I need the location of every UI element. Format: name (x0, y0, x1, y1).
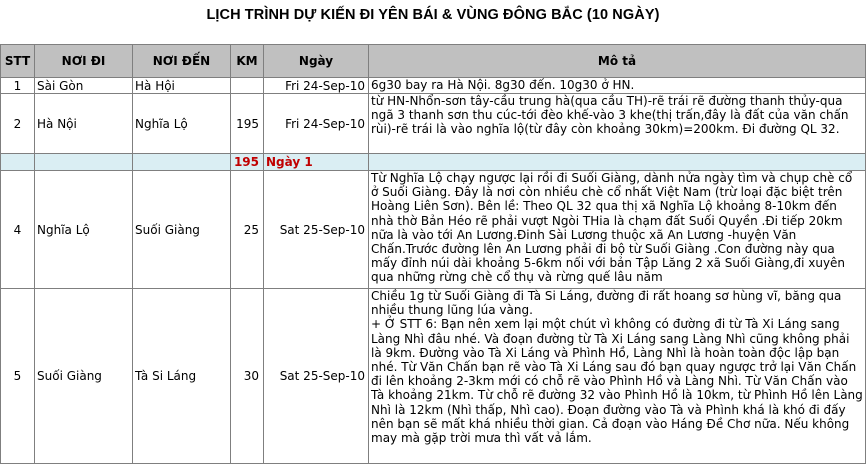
cell-desc[interactable]: Từ Nghĩa Lộ chạy ngược lại rồi đi Suối Giàng, dành nửa ngày tìm và chụp chè cổ ở Suối Giàng. Đây là nơi còn nhiều chè cổ nhất Việt Nam (trừ loại đặc biệt trên Hoàng Liên Sơn). Bên lề: Theo QL 32 qua thị xã Nghĩa Lộ khoảng 8-10km đến nhà thờ Bản Héo rẽ phải vượt Ngòi THia là chạm đất Suối Quyền .Đi tiếp 20km nữa là vào tới An Lương.Đinh Sài Lương thuộc xã An Lương -huyện Văn Chấn.Trước đường lên An Lương phải đi bộ từ Suối Giàng .Con đường này qua mấy đỉnh núi dài khoảng 5-6km nối với bản Tập Lăng 2 xã Suối Giàng,đi xuyên qua những rừng chè cổ thụ và rừng quế lâu năm (369, 171, 866, 289)
cell-to[interactable]: Hà Hội (133, 78, 231, 94)
cell-date[interactable]: Sat 25-Sep-10 (264, 171, 369, 289)
cell-from[interactable]: Nghĩa Lộ (35, 171, 133, 289)
table-row (1, 94, 866, 154)
header-desc[interactable]: Mô tả (369, 45, 866, 78)
cell-stt[interactable]: 4 (1, 171, 35, 289)
cell-to[interactable]: Tà Si Láng (133, 289, 231, 464)
cell-stt[interactable]: 5 (1, 289, 35, 464)
header-date[interactable]: Ngày (264, 45, 369, 78)
cell-from[interactable]: Hà Nội (35, 94, 133, 154)
cell-to[interactable]: Suối Giàng (133, 171, 231, 289)
cell-stt[interactable] (1, 154, 35, 171)
cell-desc[interactable] (369, 154, 866, 171)
header-km[interactable]: KM (231, 45, 264, 78)
header-row (1, 45, 866, 78)
cell-from[interactable]: Suối Giàng (35, 289, 133, 464)
cell-desc[interactable]: từ HN-Nhổn-sơn tây-cầu trung hà(qua cầu TH)-rẽ trái rẽ đường thanh thủy-qua ngã 3 thanh sơn thu cúc-tới đèo khế-vào 3 khe(thị trấn,đây là đất của văn chấn rùi)-rẽ trái là vào nghĩa lộ(từ đây còn khoảng 30km)=200km. Đi đường QL 32. (369, 94, 866, 154)
summary-row (1, 154, 866, 171)
page-title: LỊCH TRÌNH DỰ KIẾN ĐI YÊN BÁI & VÙNG ĐÔNG BẮC (10 NGÀY) (206, 7, 660, 23)
cell-km[interactable]: 30 (231, 289, 264, 464)
cell-km[interactable]: 195 (231, 94, 264, 154)
cell-date[interactable]: Fri 24-Sep-10 (264, 78, 369, 94)
header-stt[interactable]: STT (1, 45, 35, 78)
cell-from[interactable]: Sài Gòn (35, 78, 133, 94)
summary-day-label[interactable]: Ngày 1 (264, 154, 369, 171)
summary-km[interactable]: 195 (231, 154, 264, 171)
cell-km[interactable]: 25 (231, 171, 264, 289)
cell-km[interactable] (231, 78, 264, 94)
cell-to[interactable] (133, 154, 231, 171)
cell-stt[interactable]: 2 (1, 94, 35, 154)
header-from[interactable]: NƠI ĐI (35, 45, 133, 78)
itinerary-table (0, 44, 866, 464)
cell-date[interactable]: Fri 24-Sep-10 (264, 94, 369, 154)
cell-desc[interactable]: 6g30 bay ra Hà Nội. 8g30 đến. 10g30 ở HN. (369, 78, 866, 94)
cell-desc[interactable]: Chiều 1g từ Suối Giàng đi Tà Si Láng, đường đi rất hoang sơ hùng vĩ, băng qua nhiều thung lũng lúa vàng. + Ở STT 6: Bạn nên xem lại một chút vì không có đường đi từ Tà Xi Láng sang Làng Nhì đâu nhé. Và đoạn đường từ Tà Xi Láng sang Làng Nhì cũng không phải là 9km. Đường vào Tà Xi Láng và Phình Hồ, Làng Nhì là hoàn toàn độc lập bạn nhé. Từ Văn Chấn bạn rẽ vào Tà Xi Láng sau đó bạn quay ngược trở lại Văn Chấn đi lên khoảng 2-3km mới có chỗ rẽ vào Phình Hồ và Làng Nhì. Từ Văn Chấn vào Tà khoảng 21km. Từ chỗ rẽ đường 32 vào Phình Hồ là 10km, từ Phình Hồ lên Làng Nhì là 12km (Nhì thấp, Nhì cao). Đoạn đường vào Tà và Phình khá là khó đi đấy nên bạn sẽ mất khá nhiều thời gian. Cả đoạn vào Háng Đề Chơ nữa. Nếu không may mà gặp trời mưa thì vất vả lắm. (369, 289, 866, 464)
blank-row (0, 30, 866, 44)
cell-from[interactable] (35, 154, 133, 171)
table-row (1, 78, 866, 94)
cell-to[interactable]: Nghĩa Lộ (133, 94, 231, 154)
header-to[interactable]: NƠI ĐẾN (133, 45, 231, 78)
table-row (1, 289, 866, 464)
cell-stt[interactable]: 1 (1, 78, 35, 94)
cell-date[interactable]: Sat 25-Sep-10 (264, 289, 369, 464)
table-row (1, 171, 866, 289)
